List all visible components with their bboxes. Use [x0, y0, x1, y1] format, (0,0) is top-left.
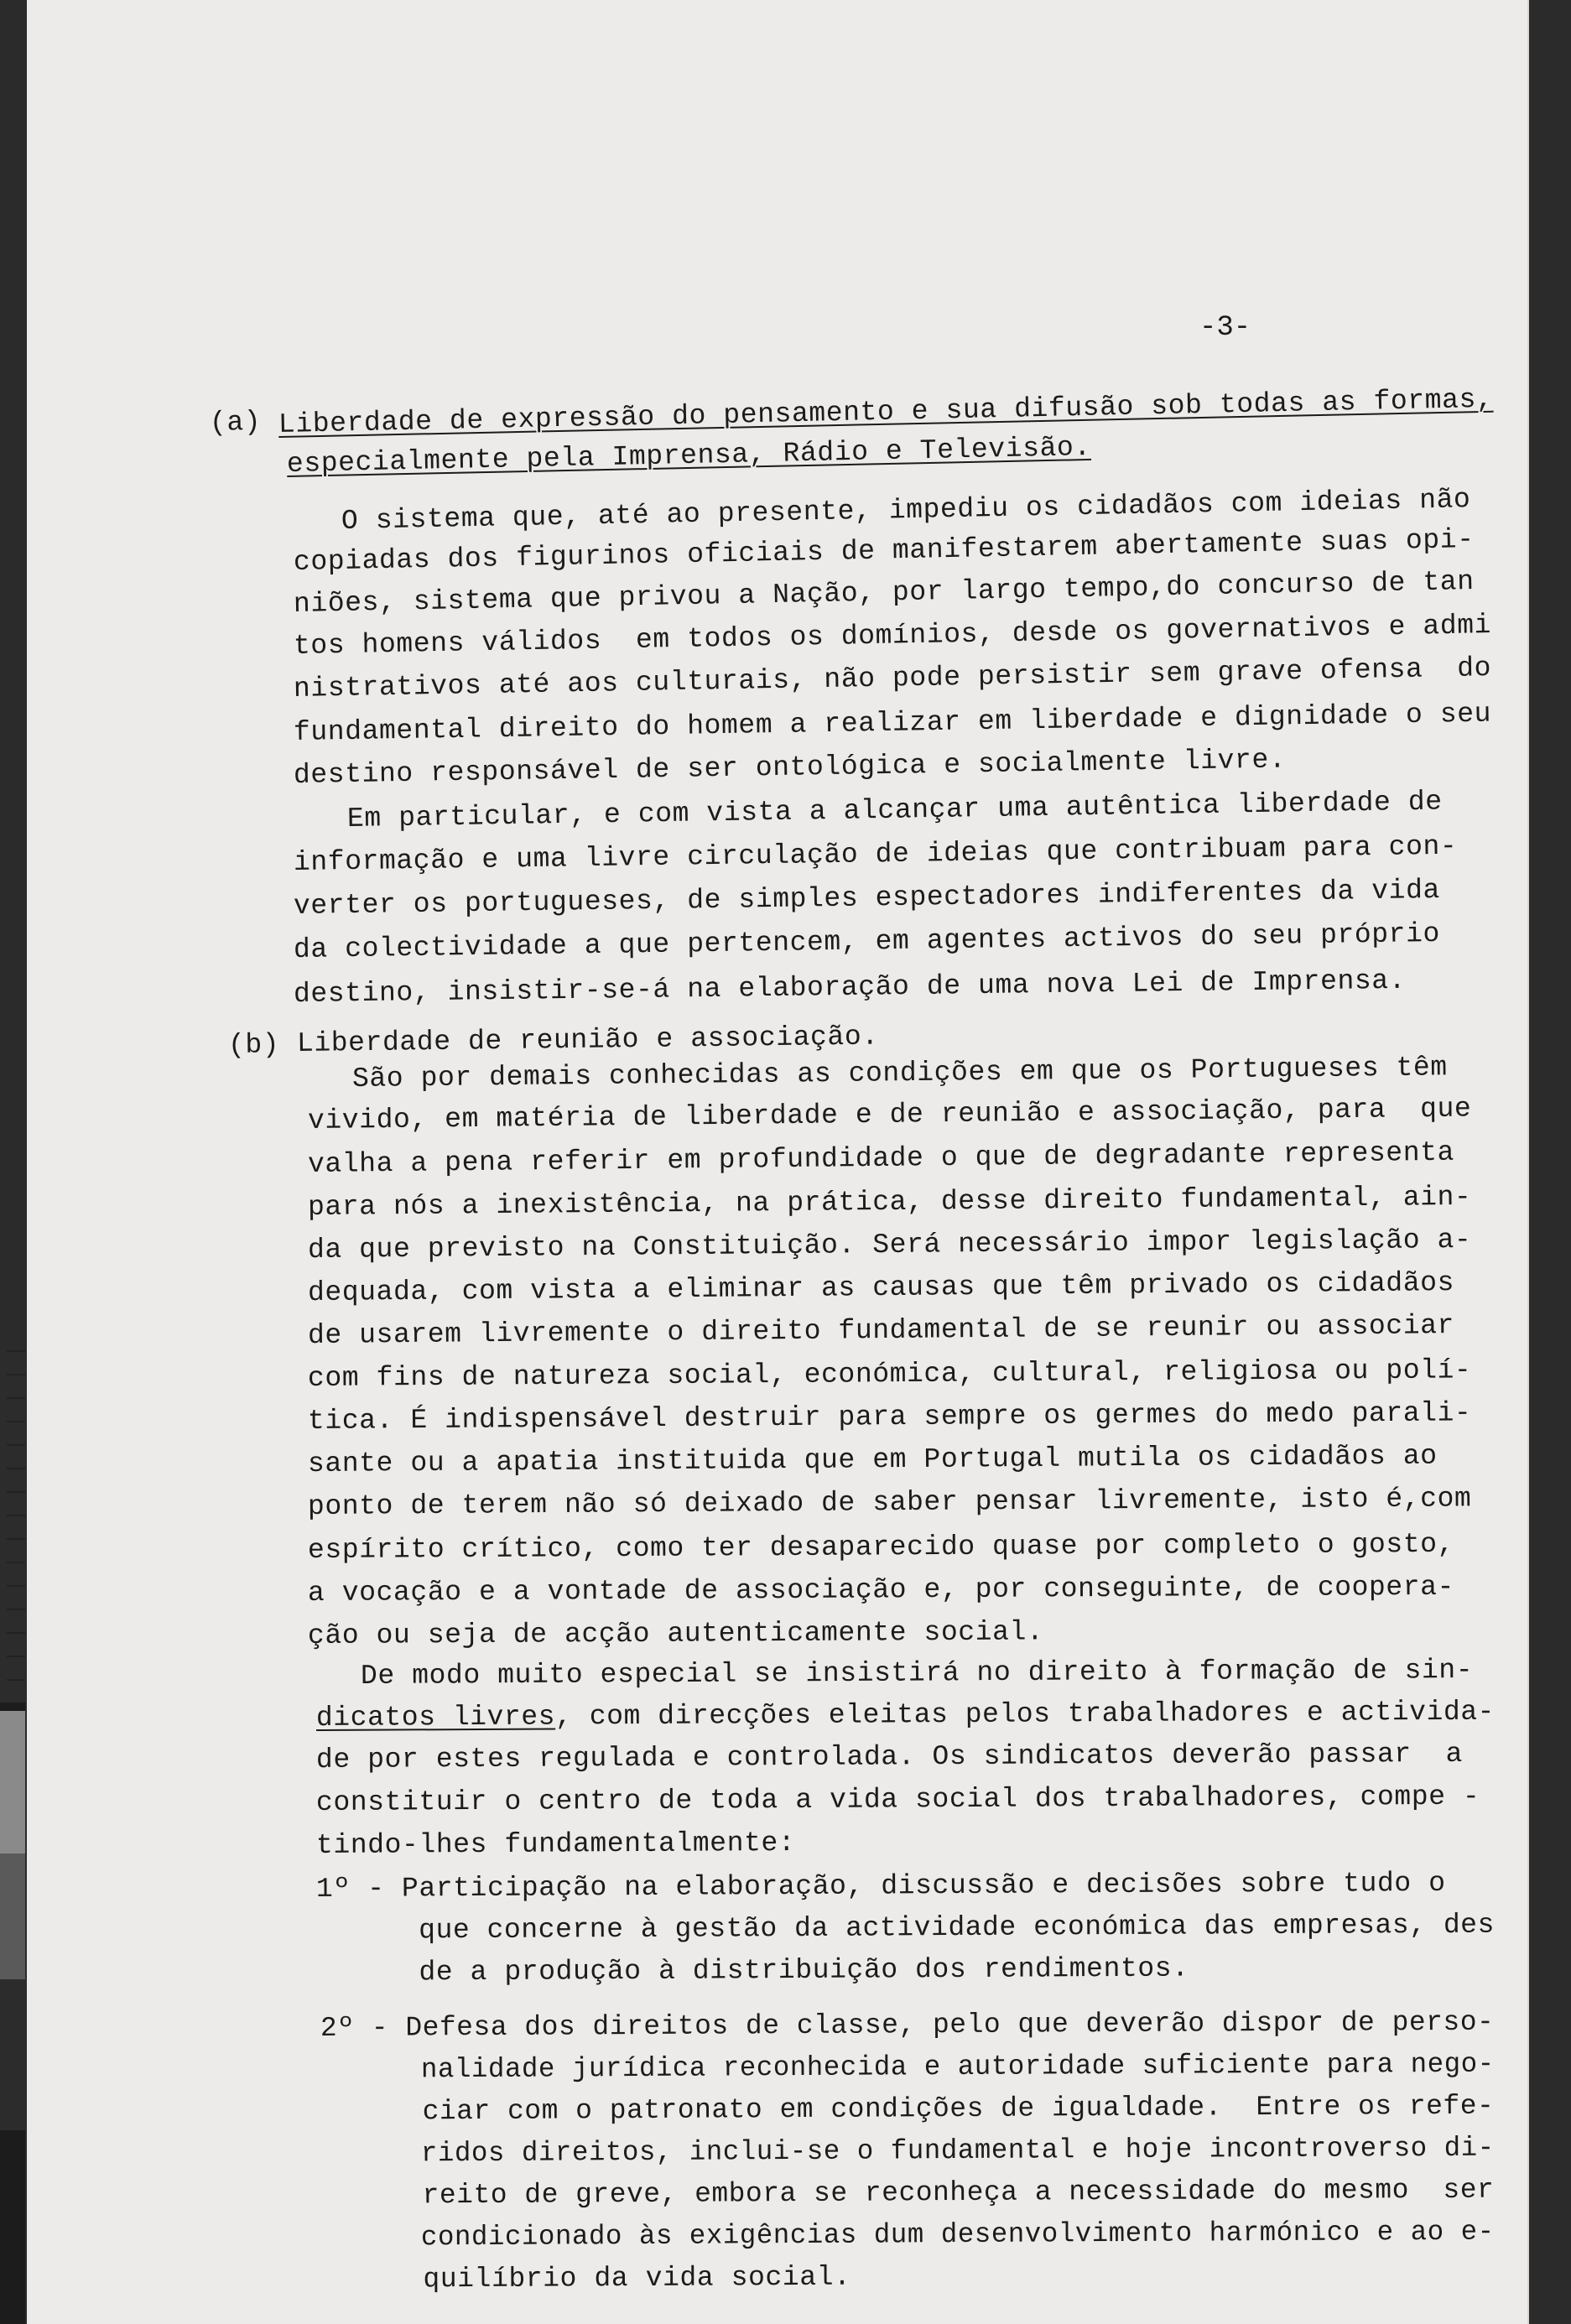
section-b-p1-line: vivido, em matéria de liberdade e de reunião e associação, para que — [307, 1093, 1472, 1136]
document-page — [27, 0, 1527, 2324]
section-b-p1-line: sante ou a apatia instituida que em Portugal mutila os cidadãos ao — [307, 1440, 1438, 1479]
item-2-line: reito de greve, embora se reconheça a necessidade do mesmo ser — [320, 2174, 1495, 2212]
section-b-p2-line: de por estes regulada e controlada. Os sindicatos deverão passar a — [315, 1738, 1464, 1775]
section-b-p1-line: ção ou seja de acção autenticamente social. — [307, 1616, 1044, 1651]
section-b-p1-line: tica. É indispensável destruir para sempre os germes do medo parali- — [307, 1397, 1472, 1437]
section-b-p1-line: a vocação e a vontade de associação e, por conseguinte, de coopera- — [307, 1571, 1455, 1609]
section-a-p1-line: niões, sistema que privou a Nação, por largo tempo,do concurso de tan — [293, 565, 1475, 620]
section-b-p1-line: de usarem livremente o direito fundamental de se reunir ou associar — [307, 1310, 1455, 1351]
section-b-p1-line: dequada, com vista a eliminar as causas que têm privado os cidadãos — [307, 1267, 1455, 1308]
section-a-p1-line: copiadas dos figurinos oficiais de manifestarem abertamente suas opi- — [293, 523, 1475, 578]
item-1-line: 1º - Participação na elaboração, discussão e decisões sobre tudo o — [315, 1867, 1446, 1905]
section-a-p2-line: Em particular, e com vista a alcançar uma autêntica liberdade de — [346, 786, 1443, 834]
underlined-phrase: dicatos livres — [315, 1701, 556, 1734]
item-1-line: de a produção à distribuição dos rendimentos. — [315, 1952, 1189, 1989]
item-1-line: que concerne à gestão da actividade económica das empresas, des — [315, 1909, 1496, 1947]
section-a-p1-line: destino responsável de ser ontológica e socialmente livre. — [293, 744, 1287, 791]
section-b-p1-line: São por demais conhecidas as condições em que os Portugueses têm — [351, 1052, 1448, 1094]
item-2-line: ridos direitos, inclui-se o fundamental e hoje incontroverso di- — [320, 2132, 1495, 2170]
section-a-p2-line: informação e uma livre circulação de ideias que contribuam para con- — [293, 830, 1458, 878]
section-a-p2-line: destino, insistir-se-á na elaboração de uma nova Lei de Imprensa. — [293, 964, 1407, 1010]
color-calibration-strip — [0, 1350, 25, 2324]
section-a-title-line-2: especialmente pela Imprensa, Rádio e Televisão. — [286, 431, 1092, 480]
section-b-p1-line: com fins de natureza social, económica, cultural, religiosa ou polí- — [307, 1354, 1472, 1394]
section-b-p1-line: para nós a inexistência, na prática, desse direito fundamental, ain- — [307, 1181, 1472, 1223]
section-b-p1-line: da que previsto na Constituição. Será necessário impor legislação a- — [307, 1224, 1472, 1266]
item-2-line: condicionado às exigências dum desenvolvimento harmónico e ao e- — [320, 2216, 1495, 2254]
item-2-line: ciar com o patronato em condições de igualdade. Entre os refe- — [320, 2090, 1495, 2128]
section-a-marker: (a) — [209, 406, 262, 439]
section-a-p2-line: verter os portugueses, de simples espectadores indiferentes da vida — [293, 874, 1441, 922]
line-continuation: , com direcções eleitas pelos trabalhadores e activida- — [554, 1696, 1496, 1733]
section-b-p1-line: espírito crítico, como ter desaparecido quase por completo o gosto, — [307, 1528, 1455, 1566]
section-b-p2-line: tindo-lhes fundamentalmente: — [315, 1827, 796, 1861]
section-a-p1-line: tos homens válidos em todos os domínios, desde os governativos e admi — [293, 610, 1492, 662]
item-2-line: quilíbrio da vida social. — [320, 2261, 851, 2295]
section-a-title-line-1: Liberdade de expressão do pensamento e sua difusão sob todas as formas, — [278, 383, 1494, 440]
section-b-p2-line-2 — [316, 1697, 1495, 1734]
item-2-line: 2º - Defesa dos direitos de classe, pelo que deverão dispor de perso- — [320, 2006, 1495, 2044]
section-a-p1-line: O sistema que, até ao presente, impediu os cidadãos com ideias não — [341, 484, 1471, 537]
section-a-p2-line: da colectividade a que pertencem, em agentes activos do seu próprio — [293, 918, 1441, 965]
section-b-title: Liberdade de reunião e associação. — [296, 1021, 879, 1059]
page-number: -3- — [1199, 312, 1251, 344]
section-b-marker: (b) — [227, 1029, 280, 1061]
section-b-p2-lead: De modo muito especial se insistirá no direito à formação de sin- — [360, 1655, 1474, 1692]
section-a-p1-line: nistrativos até aos culturais, não pode persistir sem grave ofensa do — [293, 652, 1492, 704]
section-b-p1-line: ponto de terem não só deixado de saber pensar livremente, isto é,com — [307, 1483, 1472, 1522]
section-b-p2-line: constituir o centro de toda a vida social dos trabalhadores, compe - — [315, 1781, 1480, 1818]
item-2-line: nalidade jurídica reconhecida e autoridade suficiente para nego- — [320, 2048, 1495, 2086]
section-b-p1-line: valha a pena referir em profundidade o que de degradante representa — [307, 1136, 1455, 1180]
section-a-p1-line: fundamental direito do homem a realizar em liberdade e dignidade o seu — [293, 698, 1492, 748]
